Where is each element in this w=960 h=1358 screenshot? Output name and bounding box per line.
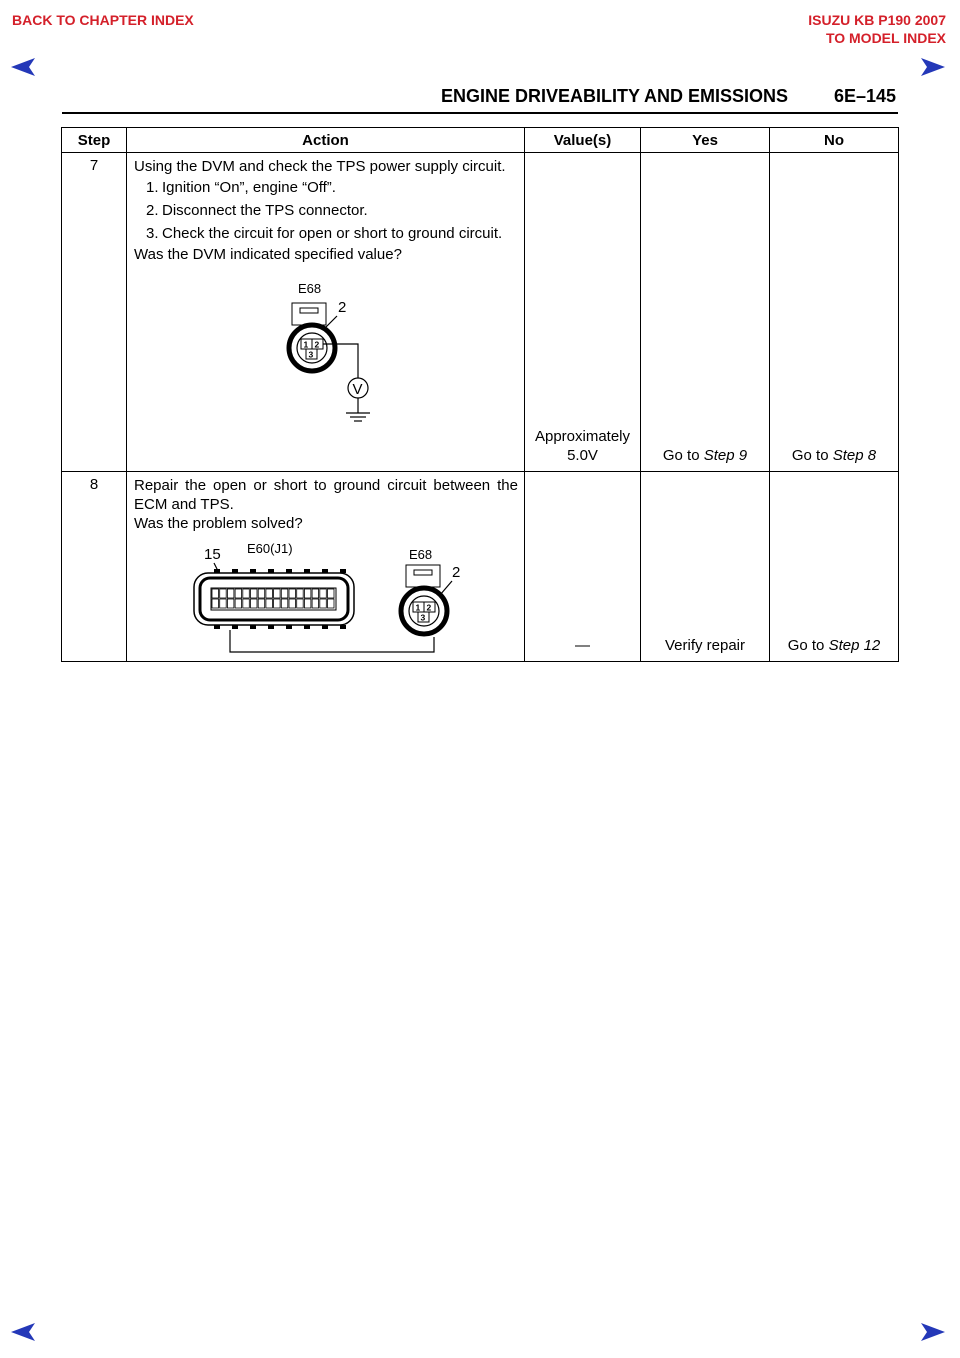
ecm-pin-cell [243, 599, 250, 608]
value-cell: — [525, 472, 641, 662]
ecm-pin-cell [235, 599, 242, 608]
ecm-pin-cell [312, 589, 319, 598]
ecm-pin-cell [274, 589, 281, 598]
action-text: Using the DVM and check the TPS power supply circuit. [134, 158, 506, 175]
ecm-connector-tab [304, 569, 310, 573]
no-cell [770, 472, 899, 662]
connector-housing [292, 303, 326, 325]
substep-text: Disconnect the TPS connector. [162, 202, 368, 219]
ecm-pin-cell [320, 599, 327, 608]
question-text: Was the DVM indicated specified value? [134, 246, 402, 263]
table-row [62, 153, 899, 472]
no-step-link[interactable]: Step 8 [832, 447, 877, 464]
pin-number: 1 [303, 339, 309, 350]
ecm-pin-cell [289, 589, 296, 598]
ecm-pin-cell [297, 599, 304, 608]
ecm-pin-cell [289, 599, 296, 608]
pin-number: 2 [314, 339, 320, 350]
diagnostic-table [61, 127, 899, 662]
ecm-connector-tab [340, 625, 346, 629]
ecm-pin-cell [251, 589, 258, 598]
value-cell [525, 153, 641, 472]
pin-number: 3 [308, 349, 314, 360]
ecm-connector-label: E60(J1) [247, 541, 293, 556]
ecm-pin-label: 15 [204, 546, 221, 563]
list-item [146, 178, 518, 197]
tps-voltage-diagram [134, 268, 518, 430]
step-number: 8 [62, 472, 127, 662]
substep-number: 1. [146, 179, 159, 196]
ecm-pin-cell [312, 599, 319, 608]
yes-prefix: Go to [662, 447, 704, 464]
no-prefix: Go to [791, 447, 833, 464]
voltmeter-label: V [352, 381, 363, 398]
ecm-pin-cell [304, 589, 311, 598]
ecm-connector-tab [322, 625, 328, 629]
connector-latch [414, 570, 432, 575]
substep-list [146, 178, 518, 243]
column-header-action: Action [127, 128, 525, 153]
ecm-connector-tab [214, 625, 220, 629]
action-text: Repair the open or short to ground circuit between the ECM and TPS. [134, 477, 518, 513]
connector-latch [300, 308, 318, 313]
ecm-pin-cell [328, 589, 335, 598]
column-header-yes: Yes [641, 128, 770, 153]
pin-leader-line [325, 316, 337, 328]
ecm-connector-tab [304, 625, 310, 629]
connector-label: E68 [409, 547, 433, 562]
value-text: 5.0V [567, 447, 598, 464]
next-page-arrow-icon[interactable] [920, 57, 946, 77]
ecm-pin-cell [274, 599, 281, 608]
ecm-pin-cell [281, 589, 288, 598]
ecm-pin-cell [235, 589, 242, 598]
column-header-step: Step [62, 128, 127, 153]
ecm-connector-tab [232, 569, 238, 573]
ecm-connector-tab [232, 625, 238, 629]
page-header [62, 86, 898, 112]
section-title: ENGINE DRIVEABILITY AND EMISSIONS [440, 86, 788, 106]
ecm-pin-cell [258, 599, 265, 608]
pin-number: 3 [420, 612, 426, 623]
action-cell [127, 472, 525, 662]
yes-cell: Verify repair [641, 472, 770, 662]
ecm-pin-cell [281, 599, 288, 608]
pin-number: 2 [426, 602, 432, 613]
pin-label: 2 [338, 299, 347, 316]
connector-housing [406, 565, 440, 587]
next-page-arrow-bottom-icon[interactable] [920, 1322, 946, 1342]
ecm-pin-cell [320, 589, 327, 598]
pin-number: 1 [415, 602, 421, 613]
connector-label: E68 [298, 281, 322, 296]
ecm-connector-tab [250, 625, 256, 629]
no-step-link[interactable]: Step 12 [828, 637, 881, 654]
ecm-pin-cell [212, 599, 219, 608]
ecm-pin-cell [243, 589, 250, 598]
to-model-index-link[interactable]: TO MODEL INDEX [825, 30, 946, 46]
ecm-pin-cell [220, 589, 227, 598]
table-row [62, 472, 899, 662]
yes-step-link[interactable]: Step 9 [703, 447, 748, 464]
back-to-chapter-index-link[interactable]: BACK TO CHAPTER INDEX [12, 12, 194, 28]
ecm-pin-cell [297, 589, 304, 598]
value-text: Approximately [534, 428, 631, 445]
ecm-pin-cell [304, 599, 311, 608]
no-prefix: Go to [787, 637, 829, 654]
ecm-pin-cell [227, 589, 234, 598]
yes-cell [641, 153, 770, 472]
column-header-values: Value(s) [525, 128, 641, 153]
ecm-pin-cell [266, 589, 273, 598]
question-text: Was the problem solved? [134, 515, 303, 532]
ecm-connector-tab [268, 569, 274, 573]
no-cell [770, 153, 899, 472]
ecm-pin-cell [258, 589, 265, 598]
step-number: 7 [62, 153, 127, 472]
ecm-connector-tab [250, 569, 256, 573]
substep-text: Ignition “On”, engine “Off”. [162, 179, 336, 196]
substep-text: Check the circuit for open or short to ground circuit. [162, 225, 503, 242]
ecm-connector-tab [286, 625, 292, 629]
circuit-wire [230, 630, 434, 652]
header-divider [62, 112, 898, 114]
ecm-tps-circuit-diagram [134, 537, 518, 655]
model-title: ISUZU KB P190 2007 [808, 12, 946, 28]
ecm-pin-cell [220, 599, 227, 608]
list-item [146, 201, 518, 220]
ecm-connector-tab [322, 569, 328, 573]
previous-page-arrow-icon[interactable] [10, 57, 36, 77]
ecm-pin-cell [266, 599, 273, 608]
ecm-connector-tab [286, 569, 292, 573]
ecm-pin-cell [227, 599, 234, 608]
list-item [146, 224, 518, 243]
ecm-connector-tab [268, 625, 274, 629]
pin-label: 2 [452, 564, 461, 581]
substep-number: 2. [146, 202, 159, 219]
ecm-pin-cell [212, 589, 219, 598]
action-cell [127, 153, 525, 472]
page-number: 6E–145 [833, 86, 896, 106]
ecm-connector-tab [340, 569, 346, 573]
ecm-pin-cell [328, 599, 335, 608]
substep-number: 3. [146, 225, 159, 242]
column-header-no: No [770, 128, 899, 153]
previous-page-arrow-bottom-icon[interactable] [10, 1322, 36, 1342]
table-header-row [62, 128, 899, 153]
ecm-pin-cell [251, 599, 258, 608]
ecm-connector-tab [214, 569, 220, 573]
